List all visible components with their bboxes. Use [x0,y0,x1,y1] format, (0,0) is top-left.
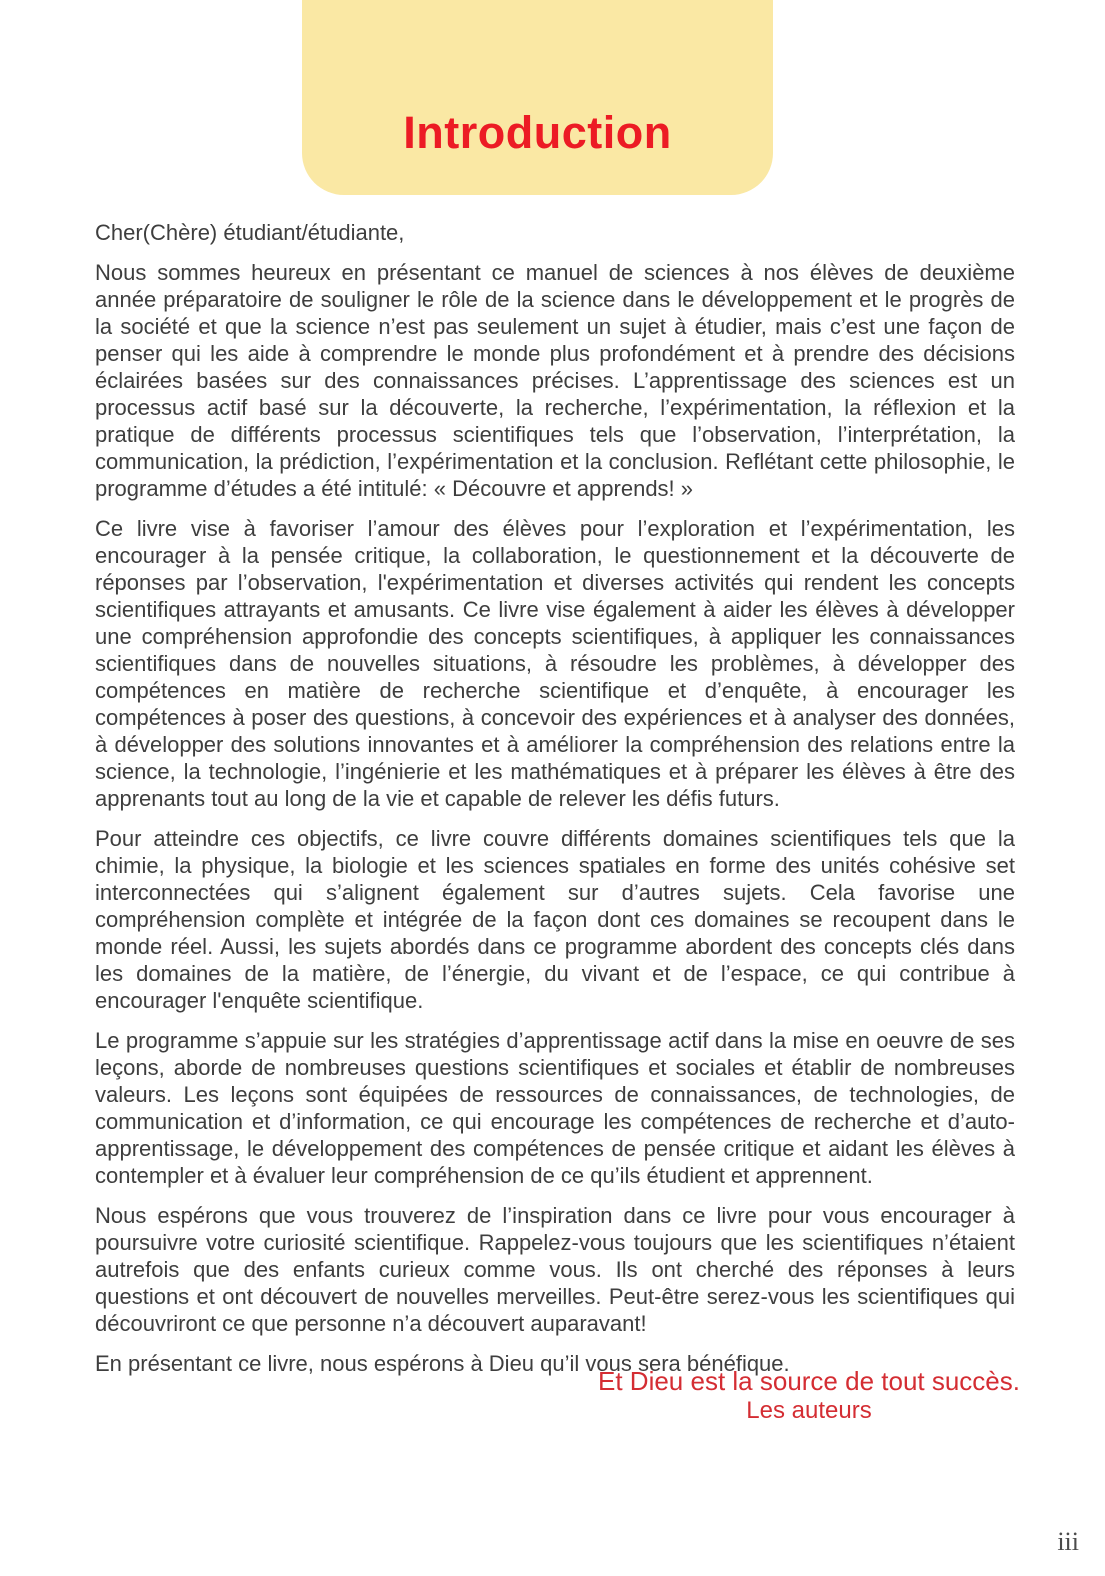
intro-paragraph-3: Pour atteindre ces objectifs, ce livre couvre différents domaines scientifiques tels que la chimie, la physique, la biologie et les sciences spatiales en forme des unités cohésive set interconnectées qui s’alignent également sur d’autres sujets. Cela favorise une compréhension complète et intégrée de la façon dont ces domaines se recoupent dans le monde réel. Aussi, les sujets abordés dans ce programme abordent des concepts clés dans les domaines de la matière, de l’énergie, du vivant et de l’espace, ce qui contribue à encourager l'enquête scientifique. [95,826,1015,1013]
intro-paragraph-5: Nous espérons que vous trouverez de l’inspiration dans ce livre pour vous encourager à poursuivre votre curiosité scientifique. Rappelez-vous toujours que les scientifiques n’étaient autrefois que des enfants curieux comme vous. Ils ont cherché des réponses à leurs questions et ont découvert de nouvelles merveilles. Peut-être serez-vous les scientifiques qui découvriront ce que personne n’a découvert auparavant! [95,1203,1015,1336]
introduction-body [95,219,1015,1390]
closing-signature: Les auteurs [746,1397,872,1424]
intro-paragraph-6: En présentant ce livre, nous espérons à Dieu qu’il vous sera bénéfique. [95,1351,790,1376]
intro-paragraph-4: Le programme s’appuie sur les stratégies d’apprentissage actif dans la mise en oeuvre de ses leçons, aborde de nombreuses questions scientifiques et sociales et établir de nombreuses valeurs. Les leçons sont équipées de ressources de connaissances, de technologies, de communication et d’information, ce qui encourage les compétences de recherche et d’auto-apprentissage, le développement des compétences de pensée critique et aidant les élèves à contempler et à évaluer leur compréhension de ce qu’ils étudient et apprennent. [95,1028,1015,1188]
closing-block [593,1366,1025,1425]
greeting-line: Cher(Chère) étudiant/étudiante, [95,220,405,245]
closing-line: Et Dieu est la source de tout succès. [598,1366,1020,1396]
page-number: iii [1057,1527,1079,1556]
intro-paragraph-2: Ce livre vise à favoriser l’amour des élèves pour l’exploration et l’expérimentation, les encourager à la pensée critique, la collaboration, le questionnement et la découverte de réponses par l’observation, l'expérimentation et diverses activités qui rendent les concepts scientifiques attrayants et amusants. Ce livre vise également à aider les élèves à développer une compréhension approfondie des concepts scientifiques, à appliquer les connaissances scientifiques dans de nouvelles situations, à résoudre les problèmes, à développer des compétences en matière de recherche scientifique et d’enquête, à encourager les compétences à poser des questions, à concevoir des expériences et à analyser des données, à développer des solutions innovantes et à améliorer la compréhension des relations entre la science, la technologie, l’ingénierie et les mathématiques et à préparer les élèves à être des apprenants tout au long de la vie et capable de relever les défis futurs. [95,516,1015,811]
intro-paragraph-1: Nous sommes heureux en présentant ce manuel de sciences à nos élèves de deuxième année préparatoire de souligner le rôle de la science dans le développement et le progrès de la société et que la science n’est pas seulement un sujet à étudier, mais c’est une façon de penser qui les aide à comprendre le monde plus profondément et à prendre des décisions éclairées basées sur des connaissances précises. L’apprentissage des sciences est un processus actif basé sur la découverte, la recherche, l’expérimentation, la réflexion et la pratique de différents processus scientifiques tels que l’observation, l’interprétation, la communication, la prédiction, l’expérimentation et la conclusion. Reflétant cette philosophie, le programme d’études a été intitulé: « Découvre et apprends! » [95,260,1015,501]
title-box [302,0,773,195]
page-title: Introduction [403,107,672,158]
